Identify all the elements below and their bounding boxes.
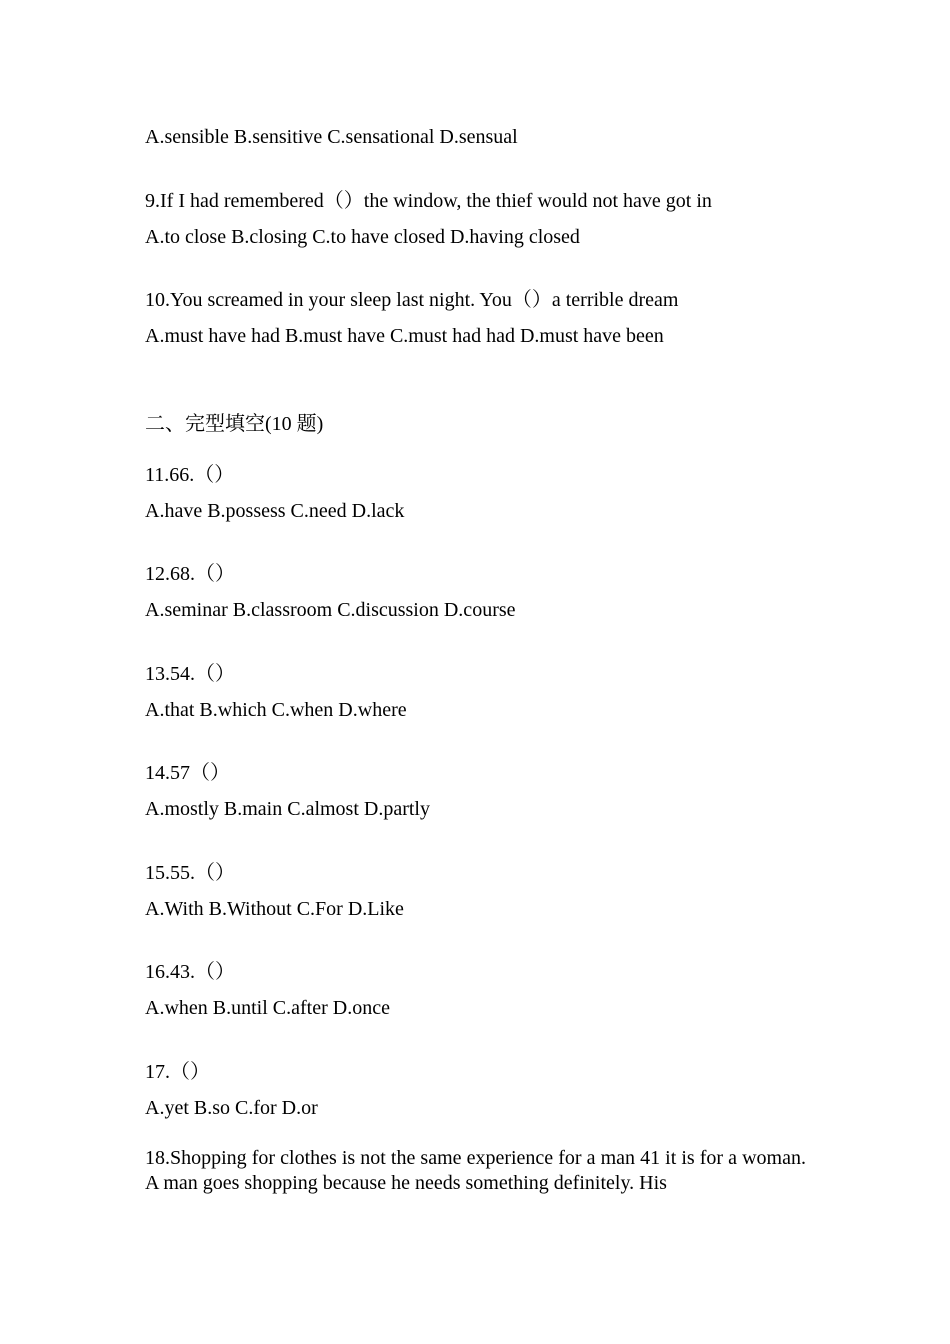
section-title: 二、完型填空(10 题) [145,413,324,435]
q12-question: 12.68.（） [145,563,235,585]
q9-options: A.to close B.closing C.to have closed D.having closed [145,226,580,248]
q13-options: A.that B.which C.when D.where [145,699,407,721]
q16-options: A.when B.until C.after D.once [145,997,390,1019]
q17-options: A.yet B.so C.for D.or [145,1097,318,1119]
q9-question: 9.If I had remembered（）the window, the thief would not have got in [145,190,712,212]
q11-question: 11.66.（） [145,464,235,486]
q14-options: A.mostly B.main C.almost D.partly [145,798,430,820]
q15-options: A.With B.Without C.For D.Like [145,898,404,920]
q11-options: A.have B.possess C.need D.lack [145,500,405,522]
q12-options: A.seminar B.classroom C.discussion D.course [145,599,516,621]
q14-question: 14.57（） [145,762,230,784]
q17-question: 17.（） [145,1061,210,1083]
q18-passage: 18.Shopping for clothes is not the same experience for a man 41 it is for a woman. A man goes shopping because he needs something definitely. His [145,1147,806,1194]
q10-question: 10.You screamed in your sleep last night. You（）a terrible dream [145,289,679,311]
q16-question: 16.43.（） [145,961,235,983]
q13-question: 13.54.（） [145,663,235,685]
q15-question: 15.55.（） [145,862,235,884]
q10-options: A.must have had B.must have C.must had had D.must have been [145,325,664,347]
q8-options: A.sensible B.sensitive C.sensational D.sensual [145,126,518,148]
